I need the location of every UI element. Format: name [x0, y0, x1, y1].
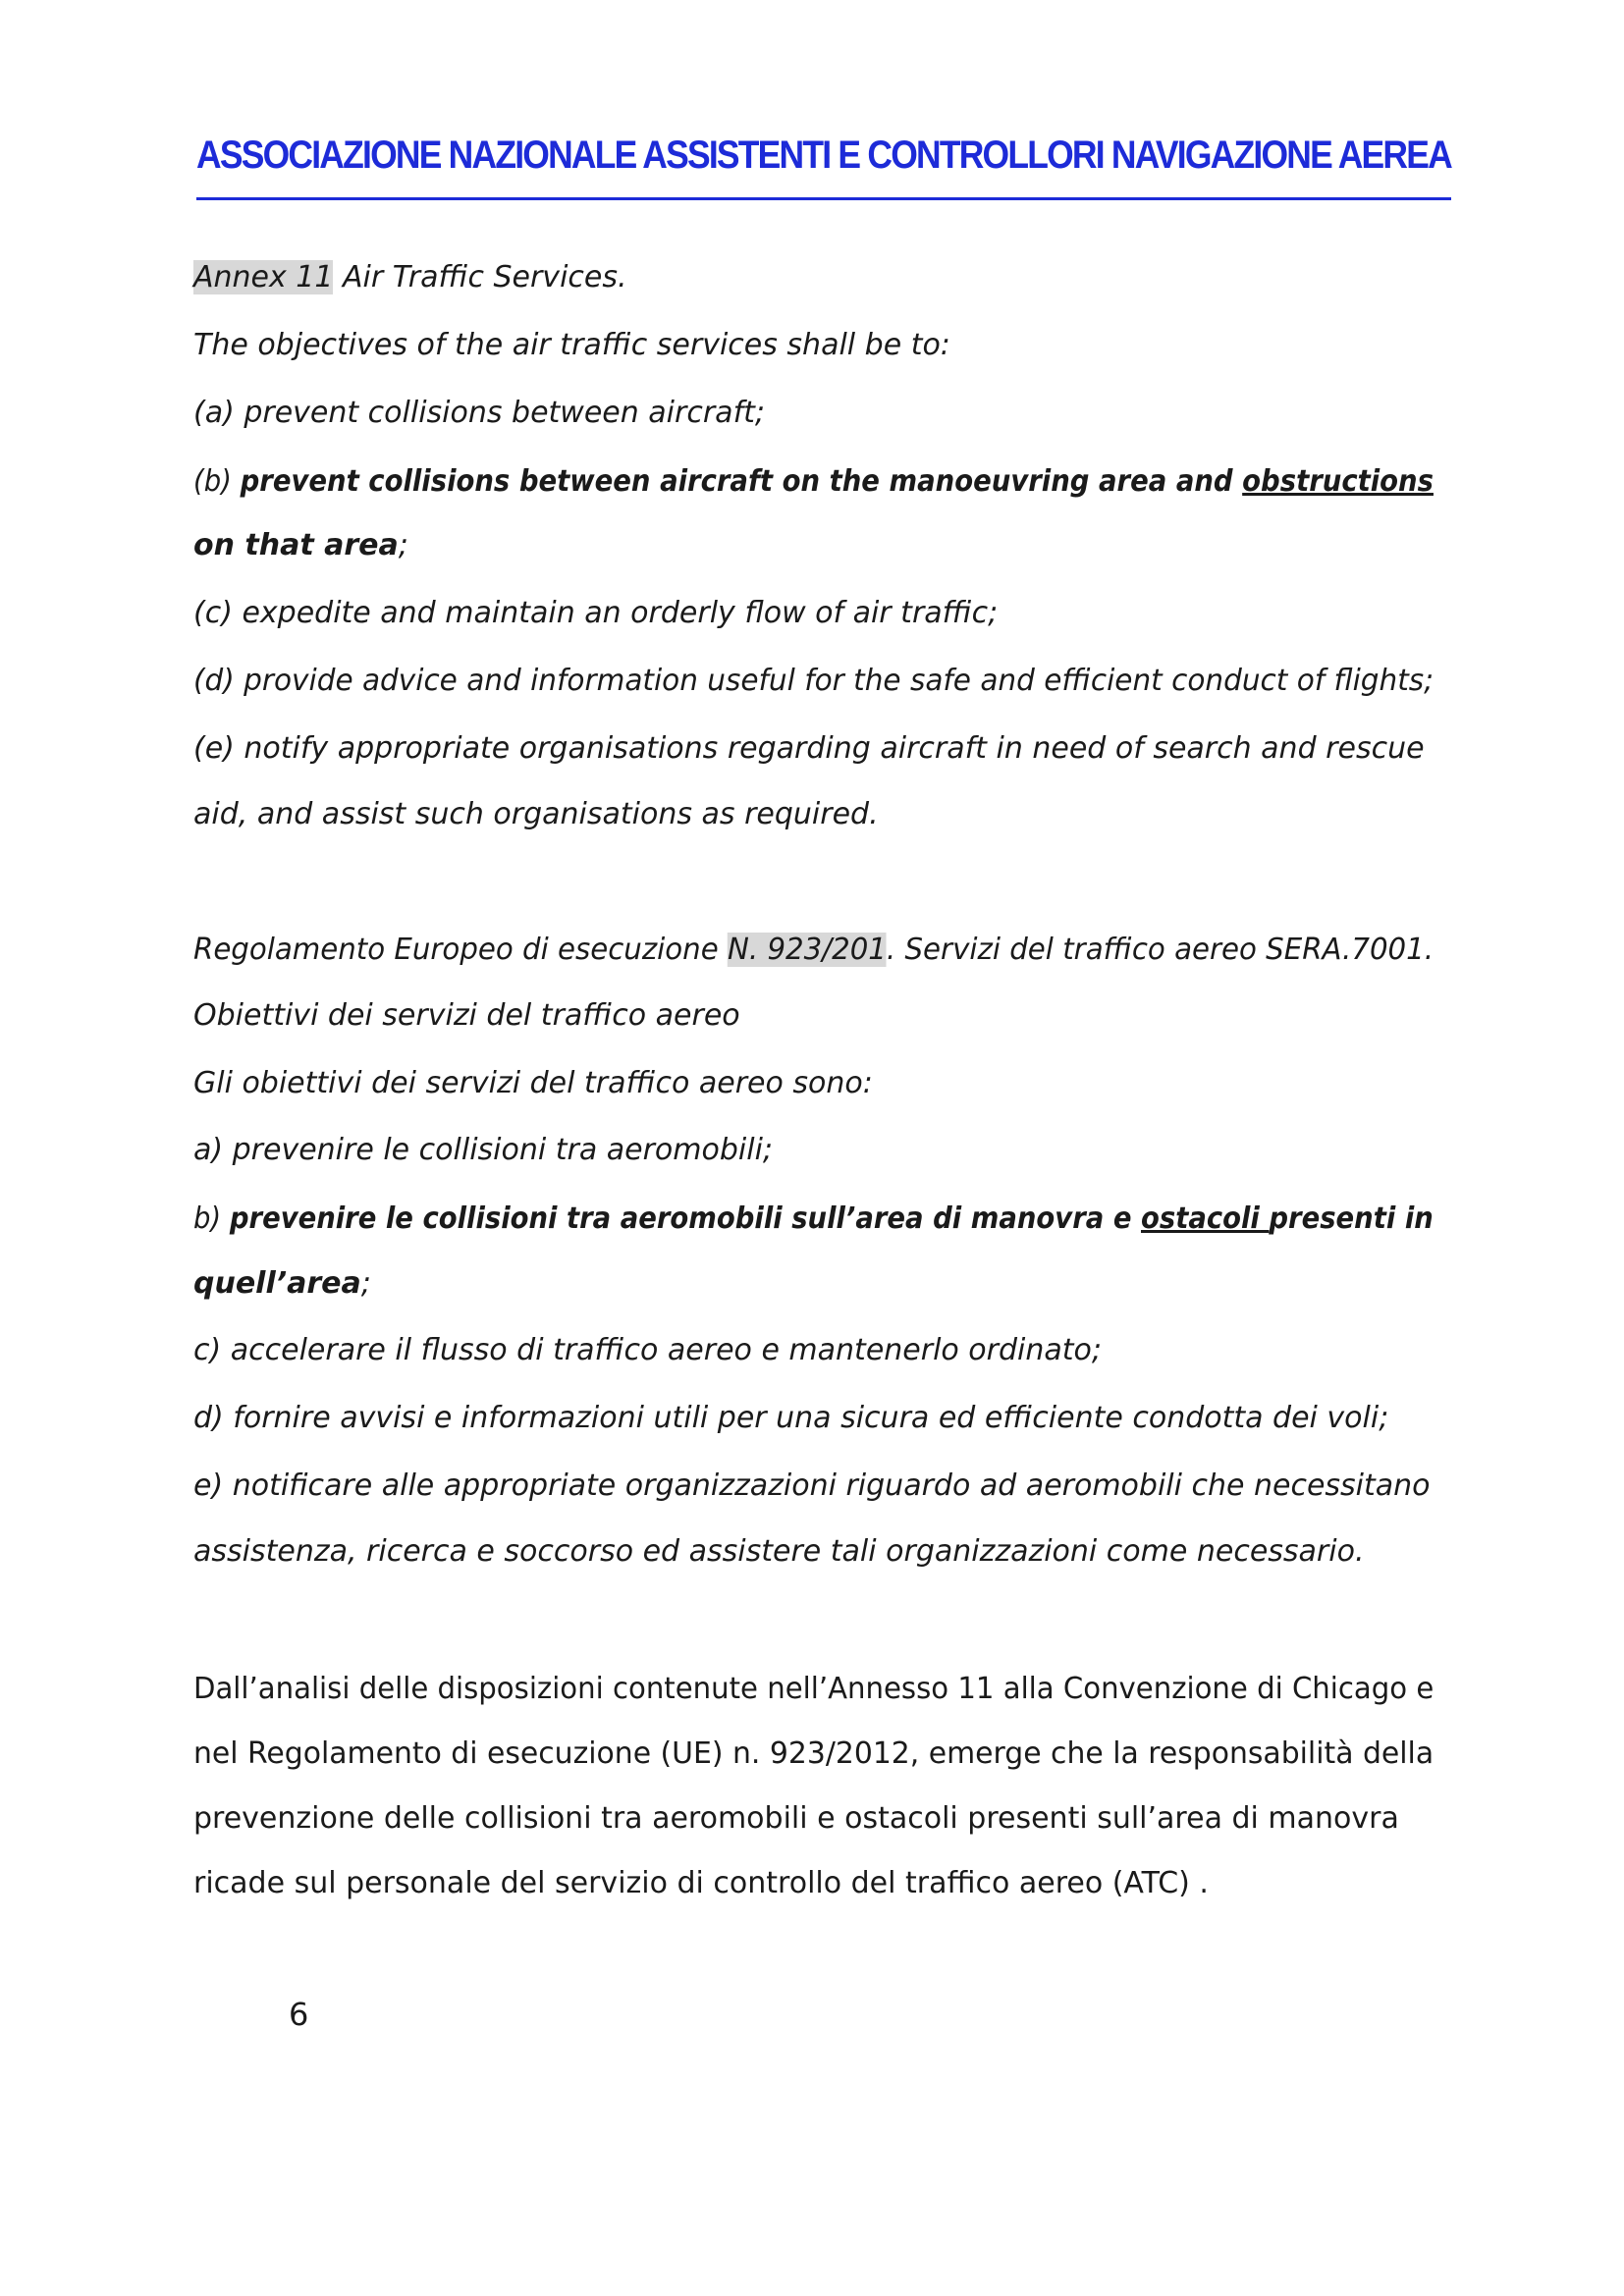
reg-title-end: . Servizi del traffico aereo SERA.7001.: [886, 933, 1435, 967]
conclusion-line3: prevenzione delle collisioni tra aeromobili e ostacoli presenti sull’area di manovra: [193, 1801, 1399, 1836]
reg-item-e-line2: assistenza, ricerca e soccorso ed assistere tali organizzazioni come necessario.: [193, 1534, 1365, 1569]
conclusion-line2: nel Regolamento di esecuzione (UE) n. 923/2012, emerge che la responsabilità della: [193, 1736, 1435, 1771]
reg-title-start: Regolamento Europeo di esecuzione: [193, 933, 728, 967]
reg-item-b-bold2: presenti in: [1269, 1201, 1434, 1236]
reg-item-b: [193, 1201, 1434, 1236]
reg-item-b-bold: prevenire le collisioni tra aeromobili sull’area di manovra e: [229, 1201, 1142, 1236]
reg-item-d: d) fornire avvisi e informazioni utili per una sicura ed efficiente condotta dei voli;: [193, 1401, 1389, 1435]
annex-title: [193, 260, 627, 294]
document-header-title: ASSOCIAZIONE NAZIONALE ASSISTENTI E CONTROLLORI NAVIGAZIONE AEREA: [196, 133, 1451, 177]
reg-number-highlight: N. 923/201: [727, 933, 887, 967]
reg-item-a: a) prevenire le collisioni tra aeromobili;: [193, 1133, 774, 1167]
annex-item-c: (c) expedite and maintain an orderly flow of air traffic;: [193, 596, 999, 630]
annex-item-d: (d) provide advice and information useful for the safe and efficient conduct of flights;: [193, 664, 1435, 698]
header-rule: [196, 197, 1451, 200]
annex-item-b-prefix: (b): [193, 464, 241, 499]
annex-item-a: (a) prevent collisions between aircraft;: [193, 396, 765, 430]
conclusion-line1: Dall’analisi delle disposizioni contenute nell’Annesso 11 alla Convenzione di Chicago e: [193, 1672, 1435, 1706]
annex-item-b-underline: obstructions: [1242, 464, 1434, 499]
reg-item-b-line2-end: ;: [360, 1266, 371, 1301]
reg-item-b-line2-bold: quell’area: [193, 1266, 361, 1301]
reg-item-b-line2: [193, 1266, 371, 1301]
reg-item-e-line1: e) notificare alle appropriate organizzazioni riguardo ad aeromobili che necessitano: [193, 1468, 1431, 1503]
conclusion-line4: ricade sul personale del servizio di controllo del traffico aereo (ATC) .: [193, 1866, 1209, 1900]
page-number: 6: [289, 1996, 309, 2033]
annex-ref-highlight: Annex 11: [193, 260, 334, 294]
reg-item-b-prefix: b): [193, 1201, 230, 1236]
annex-item-b-bold: prevent collisions between aircraft on the manoeuvring area and: [240, 464, 1243, 499]
reg-item-b-underline: ostacoli: [1141, 1201, 1270, 1236]
reg-title-line1: [193, 935, 1434, 965]
reg-item-c: c) accelerare il flusso di traffico aereo e mantenerlo ordinato;: [193, 1333, 1102, 1367]
reg-title-line2: Obiettivi dei servizi del traffico aereo: [193, 998, 740, 1033]
annex-item-b-line2-bold: on that area: [193, 528, 399, 562]
reg-intro: Gli obiettivi dei servizi del traffico aereo sono:: [193, 1066, 873, 1100]
annex-item-b: [193, 464, 1434, 499]
annex-item-b-line2: [193, 528, 408, 562]
annex-item-e-line2: aid, and assist such organisations as required.: [193, 797, 879, 831]
annex-item-b-line2-end: ;: [398, 528, 408, 562]
annex-item-e-line1: (e) notify appropriate organisations regarding aircraft in need of search and rescue: [193, 731, 1425, 766]
annex-intro: The objectives of the air traffic services shall be to:: [193, 328, 950, 362]
annex-ref-rest: Air Traffic Services.: [333, 260, 627, 294]
